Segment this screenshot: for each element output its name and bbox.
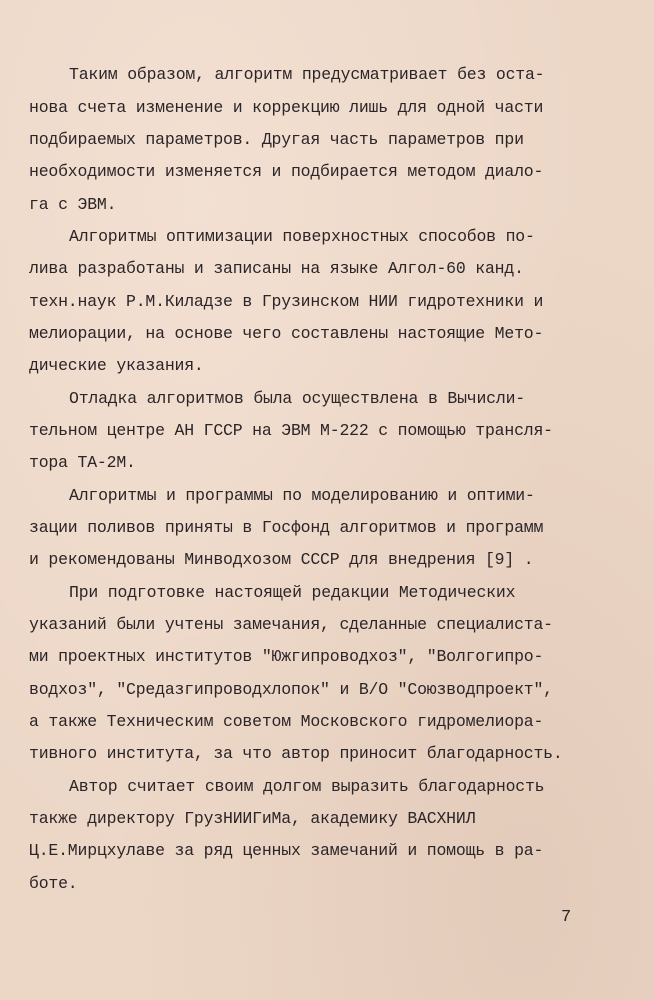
text-line: ми проектных институтов "Южгипроводхоз", "Волгогипро- bbox=[29, 647, 544, 666]
text-line: нова счета изменение и коррекцию лишь для одной части bbox=[29, 98, 544, 117]
text-line: лива разработаны и записаны на языке Алгол-60 канд. bbox=[29, 259, 524, 278]
text-line: мелиорации, на основе чего составлены настоящие Мето- bbox=[29, 324, 544, 343]
text-line: водхоз", "Средазгипроводхлопок" и В/О "Союзводпроект", bbox=[29, 680, 553, 699]
text-line: Алгоритмы и программы по моделированию и оптими- bbox=[69, 486, 535, 505]
page-number: 7 bbox=[561, 908, 572, 927]
text-line: указаний были учтены замечания, сделанные специалиста- bbox=[29, 615, 553, 634]
text-line: Отладка алгоритмов была осуществлена в Вычисли- bbox=[69, 389, 525, 408]
text-line: боте. bbox=[29, 874, 78, 893]
text-line: техн.наук Р.М.Киладзе в Грузинском НИИ гидротехники и bbox=[29, 292, 544, 311]
text-line: га с ЭВМ. bbox=[29, 195, 117, 214]
text-line: а также Техническим советом Московского гидромелиора- bbox=[29, 712, 544, 731]
text-line: Ц.Е.Мирцхулаве за ряд ценных замечаний и помощь в ра- bbox=[29, 841, 544, 860]
text-line: и рекомендованы Минводхозом СССР для внедрения [9] . bbox=[29, 550, 534, 569]
text-line: Таким образом, алгоритм предусматривает без оста- bbox=[69, 65, 545, 84]
text-line: Автор считает своим долгом выразить благодарность bbox=[69, 777, 545, 796]
text-line: При подготовке настоящей редакции Методических bbox=[69, 583, 516, 602]
text-line: зации поливов приняты в Госфонд алгоритмов и программ bbox=[29, 518, 544, 537]
text-line: необходимости изменяется и подбирается методом диало- bbox=[29, 162, 544, 181]
text-line: дические указания. bbox=[29, 356, 204, 375]
text-line: Алгоритмы оптимизации поверхностных способов по- bbox=[69, 227, 535, 246]
text-line: подбираемых параметров. Другая часть параметров при bbox=[29, 130, 524, 149]
text-line: тельном центре АН ГССР на ЭВМ М-222 с помощью трансля- bbox=[29, 421, 553, 440]
text-line: тивного института, за что автор приносит благодарность. bbox=[29, 744, 563, 763]
text-line: также директору ГрузНИИГиМа, академику ВАСХНИЛ bbox=[29, 809, 476, 828]
text-line: тора ТА-2М. bbox=[29, 453, 136, 472]
